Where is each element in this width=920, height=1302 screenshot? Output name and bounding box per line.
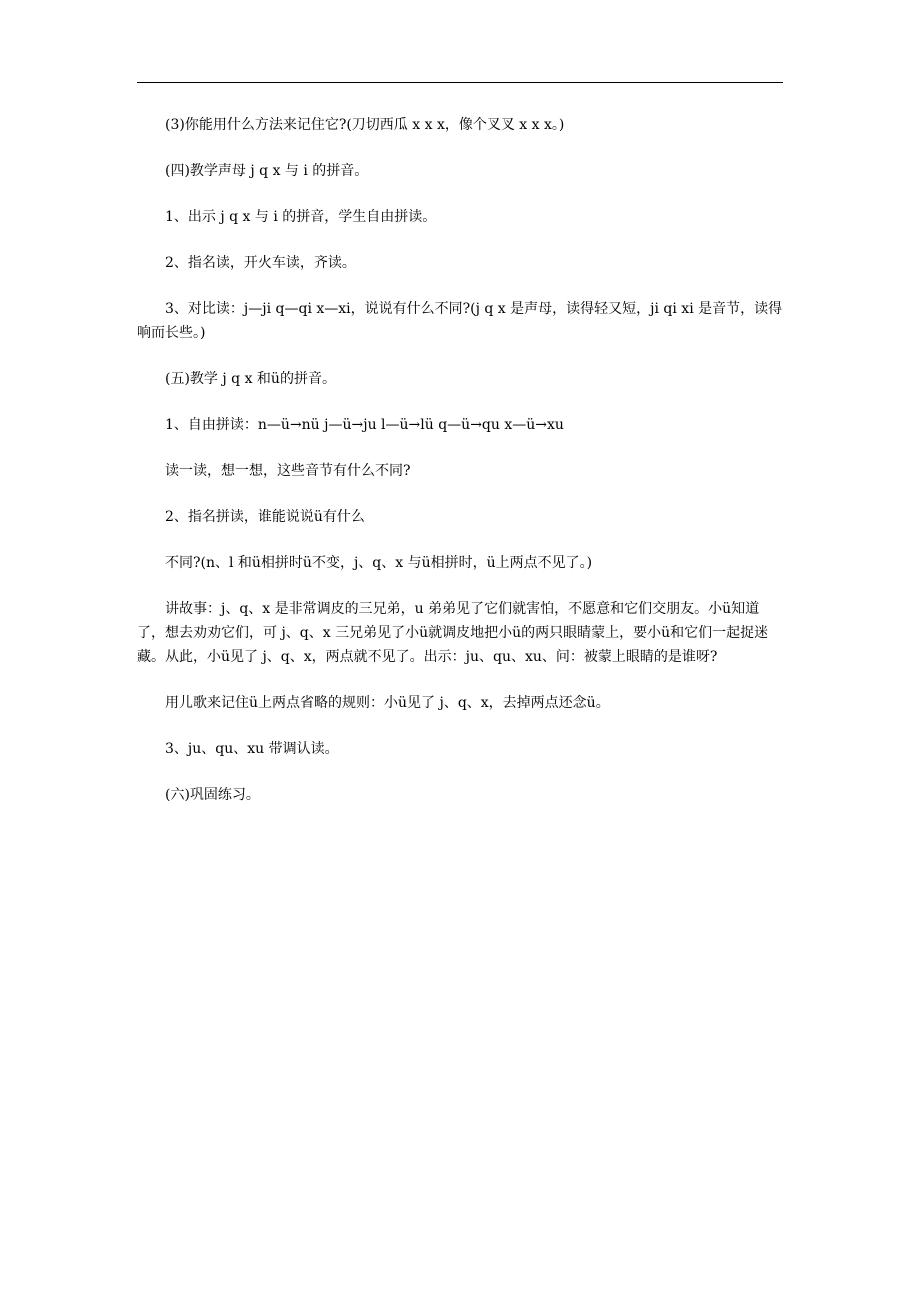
paragraph-rhyme-rule: 用儿歌来记住ü上两点省略的规则：小ü见了 j、q、x，去掉两点还念ü。 <box>165 695 610 711</box>
section-heading-6: (六)巩固练习。 <box>165 787 260 803</box>
paragraph-tone-reading: 3、ju、qu、xu 带调认读。 <box>165 741 339 757</box>
header-rule <box>137 82 783 83</box>
section-heading-5: (五)教学 j q x 和ü的拼音。 <box>165 371 336 387</box>
paragraph-story: 讲故事：j、q、x 是非常调皮的三兄弟，u 弟弟见了它们就害怕，不愿意和它们交朋友。小ü知道了，想去劝劝它们，可 j、q、x 三兄弟见了小ü就调皮地把小ü的两只眼睛蒙上，要小ü和它们一起捉迷藏。从此，小ü见了 j、q、x，两点就不见了。出示：ju、qu、xu、问：被蒙上眼睛的是谁呀? <box>137 601 769 665</box>
paragraph-read-think: 读一读，想一想，这些音节有什么不同? <box>165 463 411 479</box>
document-body <box>137 113 787 829</box>
paragraph-named-spelling: 2、指名拼读，谁能说说ü有什么 <box>165 509 365 525</box>
paragraph-free-spelling: 1、自由拼读：n—ü→nü j—ü→ju l—ü→lü q—ü→qu x—ü→xu <box>165 417 564 433</box>
paragraph-step-2: 2、指名读，开火车读，齐读。 <box>165 255 356 271</box>
paragraph-step-3-compare: 3、对比读：j—ji q—qi x—xi，说说有什么不同?(j q x 是声母，读得轻又短，ji qi xi 是音节，读得响而长些。) <box>137 301 783 341</box>
paragraph-step-1: 1、出示 j q x 与 i 的拼音，学生自由拼读。 <box>165 209 437 225</box>
paragraph-memory-method: (3)你能用什么方法来记住它?(刀切西瓜 x x x，像个叉叉 x x x。) <box>165 117 565 133</box>
section-heading-4: (四)教学声母 j q x 与 i 的拼音。 <box>165 163 369 179</box>
paragraph-difference: 不同?(n、l 和ü相拼时ü不变，j、q、x 与ü相拼时，ü上两点不见了。) <box>165 555 593 571</box>
